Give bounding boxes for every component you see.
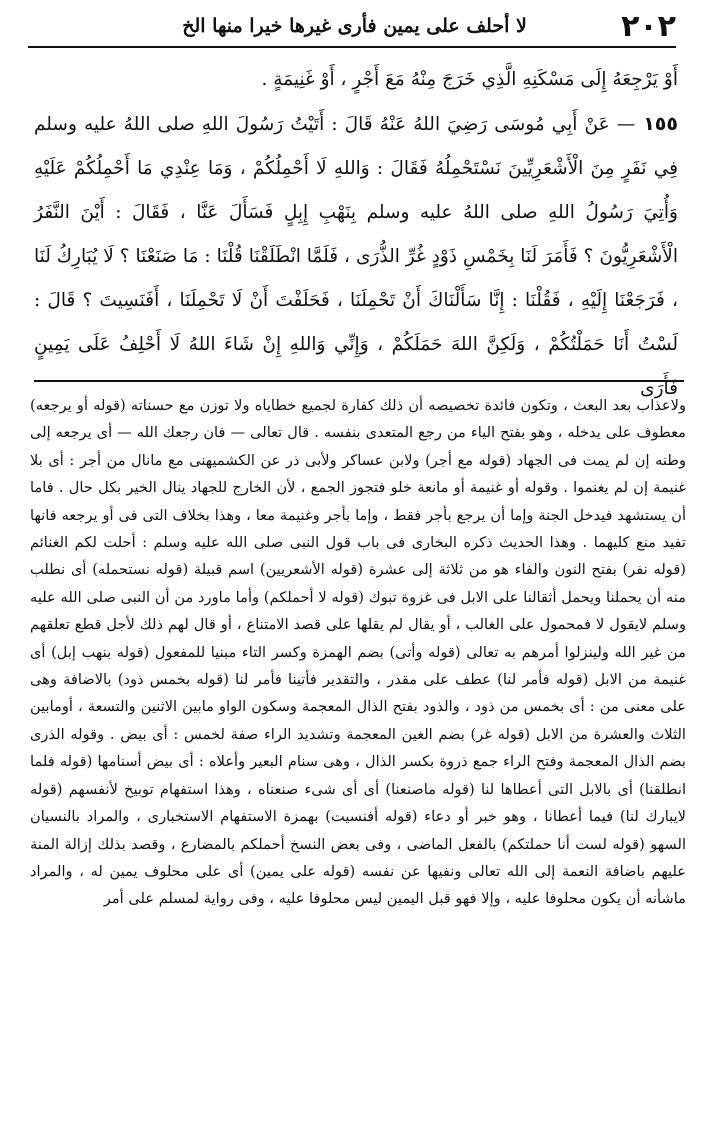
- page-header: [28, 6, 676, 48]
- running-title: لا أحلف على يمين فأرى غيرها خيرا منها الخ: [182, 15, 527, 37]
- hadith-paragraph: [34, 102, 678, 411]
- hadith-body: — عَنْ أَبِي مُوسَى رَضِيَ اللهُ عَنْهُ قَالَ : أَتَيْتُ رَسُولَ اللهِ صلى اللهُ عليه وسلم فِي نَفَرٍ مِنَ الْأَشْعَرِيِّينَ نَسْتَحْمِلُهُ فَقَالَ : وَاللهِ لَا أَحْمِلُكُمْ ، وَمَا عِنْدِي مَا أَحْمِلُكُمْ عَلَيْهِ وَأُتِيَ رَسُولُ اللهِ صلى اللهُ عليه وسلم بِنَهْبِ إِبِلٍ فَسَأَلَ عَنَّا ، فَقَالَ : أَيْنَ النَّفَرُ الْأَشْعَرِيُّونَ ؟ فَأَمَرَ لَنَا بِخَمْسِ ذَوْدٍ غُرِّ الذُّرَى ، فَلَمَّا انْطَلَقْنَا قُلْنَا : مَا صَنَعْنَا ؟ لَا يُبَارِكُ لَنَا ، فَرَجَعْنَا إِلَيْهِ ، فَقُلْنَا : إِنَّا سَأَلْنَاكَ أَنْ تَحْمِلَنَا ، فَحَلَفْتَ أَنْ لَا تَحْمِلَنَا ، أَفَنَسِيتَ ؟ قَالَ : لَسْتُ أَنَا حَمَلْتُكُمْ ، وَلَكِنَّ اللهَ حَمَلَكُمْ ، وَإِنِّي وَاللهِ إِنْ شَاءَ اللهُ لَا أَحْلِفُ عَلَى يَمِينٍ فَأَرَى: [34, 114, 678, 399]
- page-number: ٢٠٢: [621, 8, 676, 44]
- commentary-block: [30, 392, 686, 913]
- hadith-text-block: [34, 58, 678, 411]
- matn-intro-line: أَوْ يَرْجِعَهُ إِلَى مَسْكَنِهِ الَّذِي خَرَجَ مِنْهُ مَعَ أَجْرٍ ، أَوْ غَنِيمَةٍ .: [261, 69, 678, 90]
- commentary-text: ولاعذاب بعد البعث ، وتكون فائدة تخصيصه أن ذلك كفارة لجميع خطاياه ولا توزن مع حسناته (قوله أو يرجعه) معطوف على يدخله ، وهو بفتح الياء من رجع المتعدى بنفسه . قال تعالى — فان رجعك الله — أى يرجعه إلى وطنه إن لم يمت فى الجهاد (قوله مع أجر) ولابن عساكر ولأبى ذر عن الكشميهنى مع مانال من أجر : أى بلا غنيمة إن لم يغنموا . وقوله أو غنيمة أو مانعة خلو فتجوز الجمع ، لأن الخارج للجهاد ينال الخير بكل حال . فاما أن يستشهد فيدخل الجنة وإما أن يرجع بأجر فقط ، وإما بأجر وغنيمة معا ، وهذا بخلاف التى فى أو يرجعه فانها تفيد منع كليهما . وهذا الحديث ذكره البخارى فى باب قول النبى صلى الله عليه وسلم : أحلت لكم الغنائم (قوله نفر) بفتح النون والفاء هو من ثلاثة إلى عشرة (قوله الأشعريين) اسم قبيلة (قوله نستحمله) أى نطلب منه أن يحملنا ويحمل أثقالنا على الابل فى غزوة تبوك (قوله لا أحملكم) وأما ماورد من أن النبى صلى الله عليه وسلم لايقول لا فمحمول على الغالب ، أو يقال لم يقلها على قصد الامتناع ، أو قال لهم ذلك لأجل قطع تعلقهم من غير الله ولينزلوا أمرهم به تعالى (قوله وأتى) بضم الهمزة وكسر التاء مبنيا للمفعول (قوله بنهب إبل) أى غنيمة من الابل (قوله فأمر لنا) عطف على مقدر ، والتقدير فأتينا فأمر لنا (قوله بخمس ذود) بالاضافة وهى على معنى من : أى بخمس من ذود ، والذود بفتح الذال المعجمة وسكون الواو مابين الاثنين والتسعة ، أومابين الثلاث والعشرة من الابل (قوله غر) بضم الغين المعجمة وتشديد الراء صفة لخمس : أى بيض . وقوله الذرى بضم الذال المعجمة وفتح الراء جمع ذروة بكسر الذال ، وهى سنام البعير وأعلاه : أى بيض أسنامها (قوله فلما انطلقنا) أى بالابل التى أعطاها لنا (قوله ماصنعنا) أى أى شىء صنعناه ، وهذا استفهام توبيخ لأنفسهم (قوله لايبارك لنا) فيما أعطانا ، وهو خبر أو دعاء (قوله أفنسيت) بهمزة الاستفهام الاستخبارى ، والمراد بالنسيان السهو (قوله لست أنا حملتكم) بالفعل الماضى ، وفى بعض النسخ أحملكم بالمضارع ، وقصد بذلك إزالة المنة عليهم باضافة النعمة إلى الله تعالى ونفيها عن نفسه (قوله على يمين) أى على محلوف يمين له ، والمراد ماشأنه أن يكون محلوفا عليه ، وإلا فهو قبل اليمين ليس محلوفا عليه ، وفى رواية لمسلم على أمر: [30, 397, 686, 908]
- hadith-number: ١٥٥: [643, 113, 678, 135]
- section-divider: [34, 380, 684, 382]
